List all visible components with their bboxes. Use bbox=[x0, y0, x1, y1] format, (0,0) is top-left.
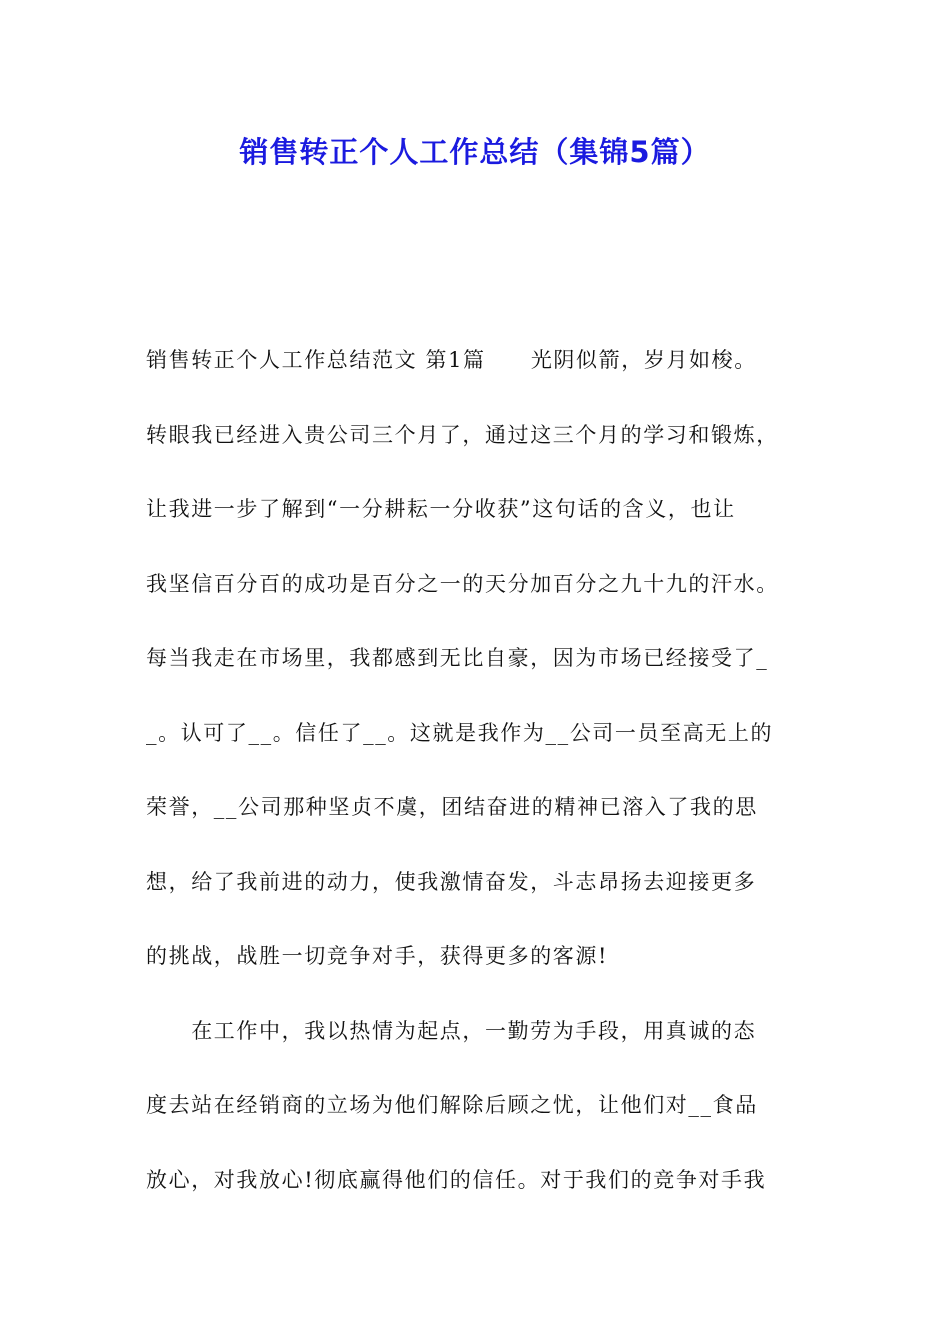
body-line: 的挑战，战胜一切竞争对手，获得更多的客源! bbox=[146, 944, 609, 968]
body-line: 想，给了我前进的动力，使我激情奋发，斗志昂扬去迎接更多 bbox=[146, 869, 757, 894]
body-line: _。认可了__。信任了__。这就是我作为__公司一员至高无上的 bbox=[146, 720, 774, 745]
body-line: 在工作中，我以热情为起点，一勤劳为手段，用真诚的态 bbox=[146, 1018, 757, 1043]
body-line: 度去站在经销商的立场为他们解除后顾之忧，让他们对__食品 bbox=[146, 1093, 758, 1117]
document-title: 销售转正个人工作总结（集锦5篇） bbox=[239, 135, 711, 169]
body-line: 放心，对我放心!彻底赢得他们的信任。对于我们的竞争对手我 bbox=[146, 1167, 767, 1192]
body-line: 销售转正个人工作总结范文 第1篇 光阴似箭，岁月如梭。 bbox=[146, 348, 757, 372]
body-line: 荣誉，__公司那种坚贞不虞，团结奋进的精神已溶入了我的思 bbox=[146, 795, 758, 819]
body-line: 我坚信百分百的成功是百分之一的天分加百分之九十九的汗水。 bbox=[146, 571, 779, 596]
body-line: 让我进一步了解到“一分耕耘一分收获”这句话的含义，也让 bbox=[146, 497, 736, 521]
body-line: 转眼我已经进入贵公司三个月了，通过这三个月的学习和锻炼， bbox=[146, 422, 779, 447]
document-body bbox=[146, 338, 826, 1232]
body-line: 每当我走在市场里，我都感到无比自豪，因为市场已经接受了_ bbox=[146, 646, 769, 670]
